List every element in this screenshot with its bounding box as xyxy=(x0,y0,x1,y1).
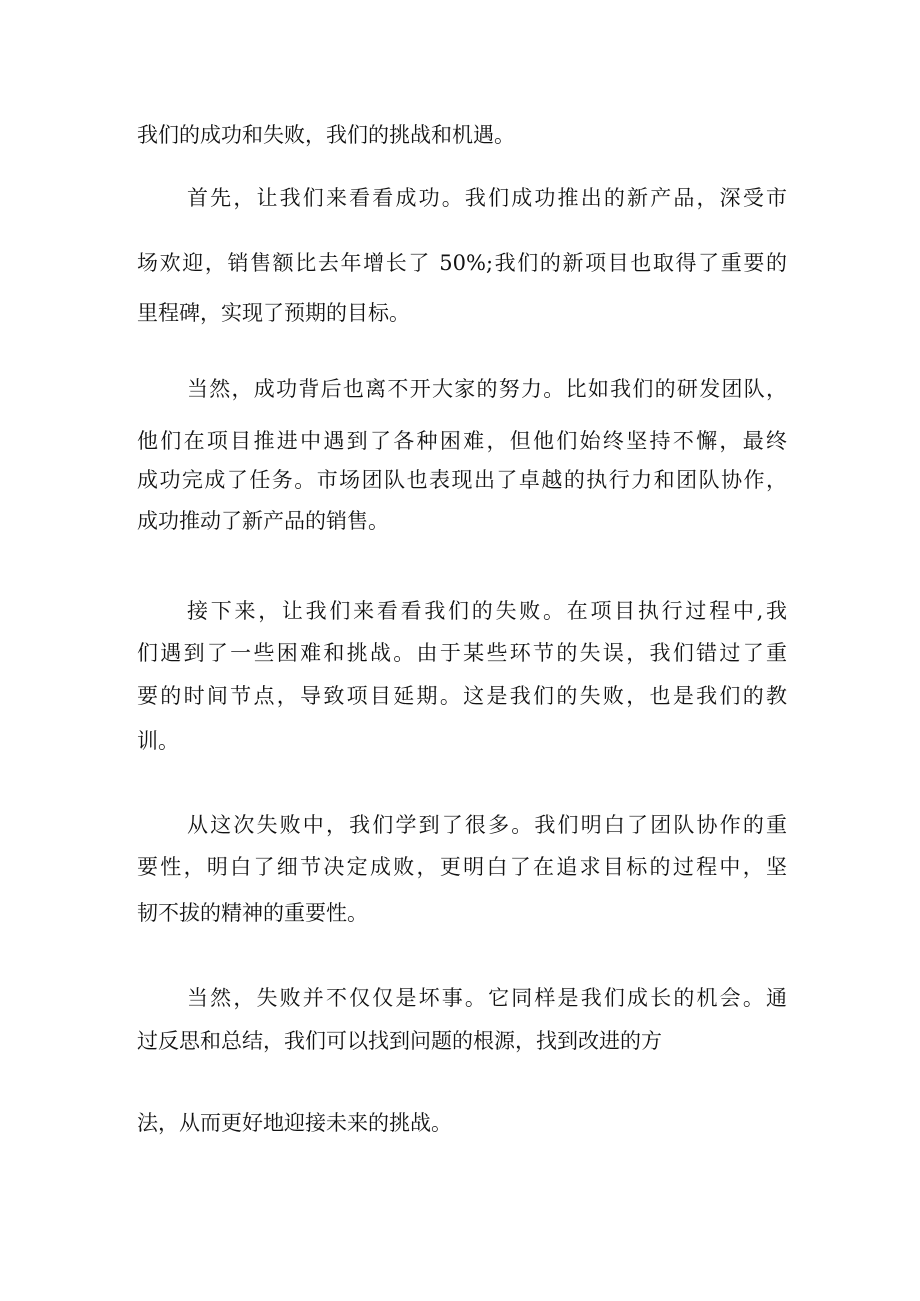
paragraph-first-line: 当然，失败并不仅仅是坏事。它同样是我们成长的机会。通 xyxy=(187,986,787,1010)
text-line: 我们的成功和失败，我们的挑战和机遇。 xyxy=(137,123,515,147)
text-line: 成功完成了任务。市场团队也表现出了卓越的执行力和团队协作， xyxy=(137,468,787,492)
paragraph-first-line: 当然，成功背后也离不开大家的努力。比如我们的研发团队， xyxy=(187,377,787,401)
text-line: 法，从而更好地迎接未来的挑战。 xyxy=(137,1111,452,1135)
text-line: 要的时间节点，导致项目延期。这是我们的失败，也是我们的教 xyxy=(137,684,787,708)
text-line: 们遇到了一些困难和挑战。由于某些环节的失误，我们错过了重 xyxy=(137,641,787,665)
text-line: 要性，明白了细节决定成败，更明白了在追求目标的过程中，坚 xyxy=(137,855,787,879)
text-line: 训。 xyxy=(137,729,179,753)
text-line: 场欢迎，销售额比去年增长了 50%;我们的新项目也取得了重要的 xyxy=(137,251,787,275)
paragraph-first-line: 从这次失败中，我们学到了很多。我们明白了团队协作的重 xyxy=(187,813,787,837)
paragraph-first-line: 接下来，让我们来看看我们的失败。在项目执行过程中,我 xyxy=(187,599,787,623)
paragraph-first-line: 首先，让我们来看看成功。我们成功推出的新产品，深受市 xyxy=(187,186,787,210)
text-line: 里程碑，实现了预期的目标。 xyxy=(137,301,410,325)
text-line: 过反思和总结，我们可以找到问题的根源，找到改进的方 xyxy=(137,1029,662,1053)
text-line: 韧不拔的精神的重要性。 xyxy=(137,901,368,925)
text-line: 他们在项目推进中遇到了各种困难，但他们始终坚持不懈，最终 xyxy=(137,429,787,453)
text-line: 成功推动了新产品的销售。 xyxy=(137,509,389,533)
